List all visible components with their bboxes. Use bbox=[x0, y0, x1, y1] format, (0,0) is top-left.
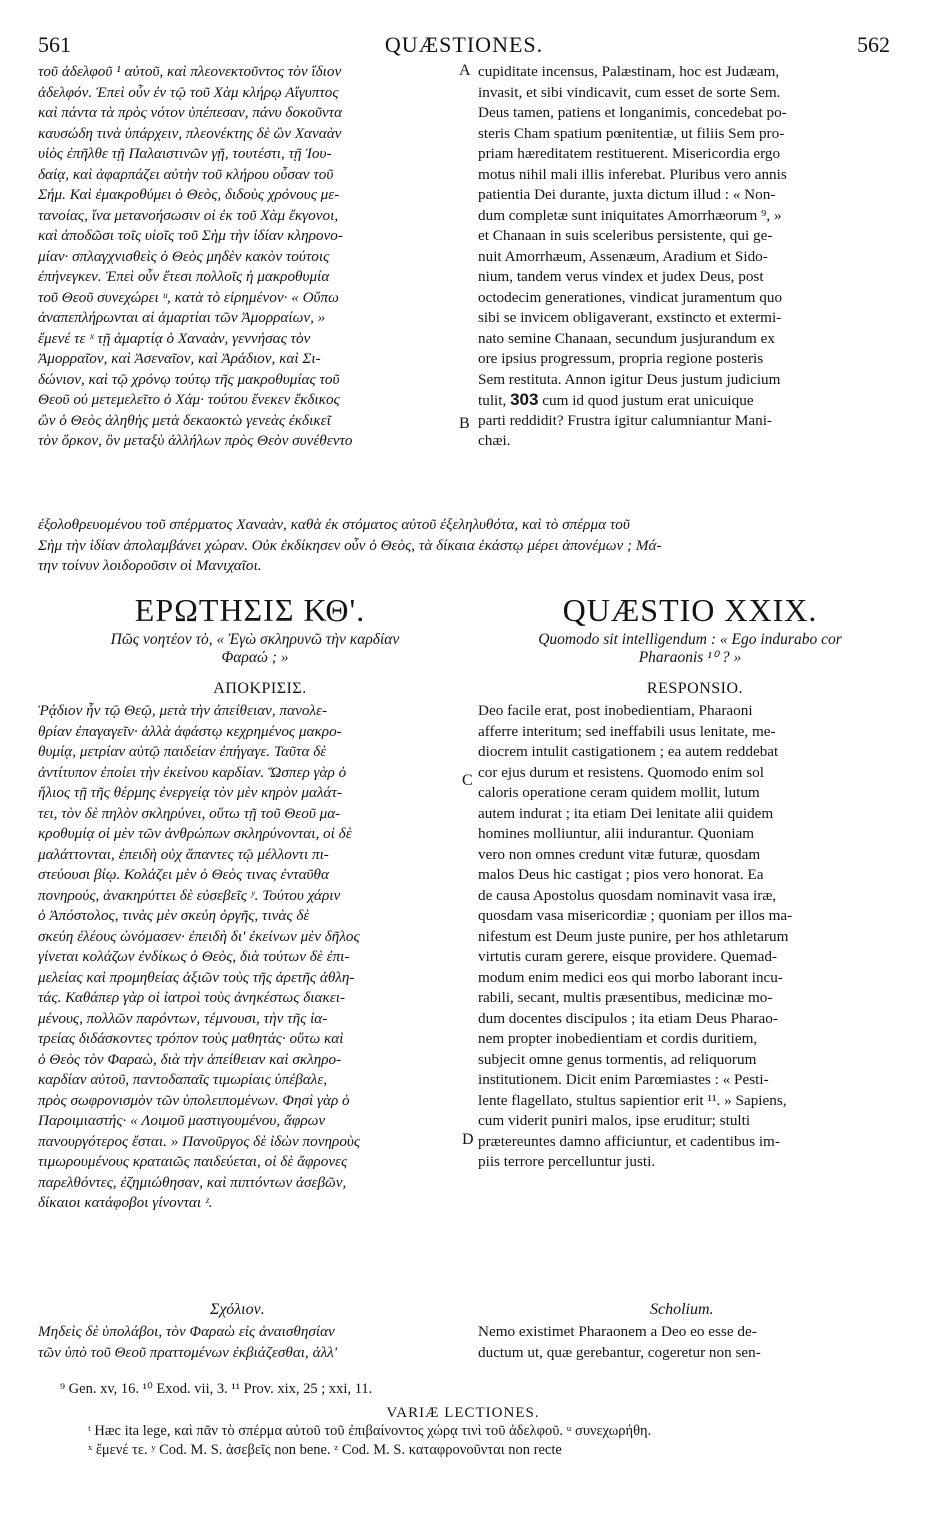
text-line: vero non omnes credunt vitæ futuræ, quosdam bbox=[478, 845, 761, 863]
text-line: πονηρούς, ἀνακηρύττει δὲ εὐσεβεῖς ʸ. Τούτου χάριν bbox=[38, 886, 341, 904]
margin-marker-a: A bbox=[459, 62, 471, 79]
text-line: υἱὸς ἐπῆλθε τῇ Παλαιστινῶν γῇ, τουτέστι, τῇ Ἰου- bbox=[38, 145, 332, 162]
text-line: μένους, πολλῶν παρόντων, τέμνουσι, τὴν τῆς ἰα- bbox=[38, 1009, 328, 1027]
latin-response-body bbox=[478, 701, 890, 1173]
page-header bbox=[38, 32, 890, 56]
subtitle-line: Pharaonis ¹⁰ ? » bbox=[638, 649, 742, 666]
text-line: quosdam vasa misericordiæ ; quoniam per illos ma- bbox=[478, 907, 793, 924]
text-line: δίκαιοι κατάφοβοι γίνονται ᶻ. bbox=[38, 1194, 213, 1211]
question-subtitle-latin bbox=[490, 631, 890, 667]
text-line: καὶ ἀποδῶσι τοῖς υἱοῖς τοῦ Σὴμ τὴν ἰδίαν κληρονο- bbox=[38, 227, 343, 244]
margin-marker-d: D bbox=[462, 1131, 474, 1148]
greek-column-top bbox=[38, 62, 458, 452]
text-line: homines molliuntur, alii indurantur. Quoniam bbox=[478, 825, 755, 842]
text-line: dum docentes discipulos ; ita etiam Deus Pharao- bbox=[478, 1009, 778, 1027]
text-line: δώνιον, καὶ τῷ χρόνῳ τούτῳ τῆς μακροθυμίας τοῦ bbox=[38, 370, 340, 388]
text-line: τῶν ὑπὸ τοῦ Θεοῦ πραττομένων ἐκβιάζεσθαι, ἀλλ' bbox=[38, 1343, 337, 1361]
text-line: cum viderit puniri malos, ipse eruditur; stulti bbox=[478, 1112, 751, 1129]
running-title: QUÆSTIONES. bbox=[384, 32, 544, 57]
text-line: caloris operatione ceram quidem mollit, lutum bbox=[478, 784, 760, 801]
text-line: parti reddidit? Frustra igitur calumniantur Mani- bbox=[478, 411, 772, 429]
text-line: octodecim generationes, vindicat juramentum quo bbox=[478, 288, 783, 306]
text-line: priam hæreditatem restituerent. Misericordia ergo bbox=[478, 145, 781, 162]
text-line: τει, τὸν δὲ πηλὸν σκληρύνει, οὕτω τῇ τοῦ Θεοῦ μα- bbox=[38, 804, 341, 822]
text-line: τὸν ὅρκον, ὃν μεταξὺ ἀλλήλων πρὸς Θεὸν συνέθεντο bbox=[38, 432, 353, 449]
text-line: patientia Dei durante, juxta dictum illud : « Non- bbox=[478, 186, 776, 203]
text-line: motus nihil mali illis inferebat. Pluribus vero annis bbox=[478, 165, 787, 183]
text-line: virtutis curam gerere, eisque providere. Quemad- bbox=[478, 948, 777, 965]
greek-full-width-continuation bbox=[38, 515, 890, 577]
text-line: καυσώδη τινὰ ὑπάρχειν, πλεονέκτης δὲ ὢν Χαναὰν bbox=[38, 124, 342, 142]
text-line: rabili, secant, multis præsentibus, medicinæ mo- bbox=[478, 989, 773, 1006]
text-line: τιμωρουμένους κραταιῶς παιδεύεται, οἱ δὲ ἄφρονες bbox=[38, 1153, 348, 1170]
subtitle-line: Quomodo sit intelligendum : « Ego indurabo cor bbox=[538, 631, 842, 648]
text-line: στεύουσι βίῳ. Κολάζει μὲν ὁ Θεὸς τινας ἐνταῦθα bbox=[38, 866, 329, 883]
text-line: de causa Apostolus quosdam nominavit vasa iræ, bbox=[478, 886, 777, 904]
text-line: την τοίνυν λοιδοροῦσιν οἱ Μανιχαῖοι. bbox=[38, 557, 262, 574]
column-number: 303 bbox=[510, 390, 539, 409]
latin-column-top bbox=[478, 62, 890, 452]
text-line: ore ipsius progressum, propria regione posteris bbox=[478, 350, 764, 367]
question-heading-latin: QUÆSTIO XXIX. bbox=[562, 592, 818, 628]
text-line: Ἀμορραῖον, καὶ Ἀσεναῖον, καὶ Ἀράδιον, καὶ Σι- bbox=[38, 350, 321, 367]
text-line: πρὸς σωφρονισμὸν τῶν ὑπολειπομένων. Φησὶ γὰρ ὁ bbox=[38, 1091, 350, 1109]
text-line: lente flagellato, stultus sapientior erit ¹¹. » Sapiens, bbox=[478, 1091, 787, 1109]
greek-response-body bbox=[38, 701, 458, 1214]
text-line: θρίαν ἐπαγαγεῖν· ἀλλὰ ἀφάστῳ κεχρημένος μακρο- bbox=[38, 722, 342, 740]
margin-marker-c: C bbox=[462, 772, 473, 789]
text-line: subjecit omne genus tormentis, ad reliquorum bbox=[478, 1050, 757, 1068]
text-line: ἀναπεπλήρωνται αἱ ἁμαρτίαι τῶν Ἀμορραίων, » bbox=[38, 309, 326, 326]
text-line: piis terrore percelluntur justi. bbox=[478, 1153, 656, 1170]
text-line: μελείας καὶ προμηθείας ἀξιῶν τοὺς τῆς ἀρετῆς ἀθλη- bbox=[38, 968, 355, 986]
margin-marker-b: B bbox=[459, 415, 470, 432]
text-line: ἥλιος τῇ τῆς θέρμης ἐνεργείᾳ τὸν μὲν κηρὸν μαλάτ- bbox=[38, 784, 342, 801]
text-line: καρδίαν αὐτοῦ, παντοδαπαῖς τιμωρίαις ὑπέβαλε, bbox=[38, 1071, 328, 1088]
text-line: ἐπήνεγκεν. Ἐπεὶ οὖν ἔτεσι πολλοῖς ἡ μακροθυμία bbox=[38, 268, 330, 285]
variae-lectiones-heading: VARIÆ LECTIONES. bbox=[386, 1405, 540, 1421]
text-line: nem propter inobedientiam et cordis duritiem, bbox=[478, 1030, 758, 1047]
variae-lectiones-line: ˣ ἔμενέ τε. ʸ Cod. M. S. ἀσεβεῖς non bene. ᶻ Cod. M. S. καταφρονοῦνται non recte bbox=[88, 1442, 562, 1458]
text-line: Deus tamen, patiens et longanimis, concedebat po- bbox=[478, 104, 787, 121]
text-line: μίαν· σπλαγχνισθεὶς ὁ Θεὸς μηδὲν κακὸν τούτοις bbox=[38, 247, 330, 265]
text-line: Σὴμ τὴν ἰδίαν ἀπολαμβάνει χώραν. Οὐκ ἐκδίκησεν οὖν ὁ Θεὸς, τὰ δίκαια ἑκάστῳ μέρει ἀπονέμων ; Μά- bbox=[38, 536, 662, 554]
scholion-heading-latin: Scholium. bbox=[650, 1301, 714, 1318]
text-line: dum completæ sunt iniquitates Amorrhæorum ⁹, » bbox=[478, 206, 782, 224]
text-line: Θεοῦ οὐ μετεμελεῖτο ὁ Χάμ· τούτου ἕνεκεν ἔκδικος bbox=[38, 391, 340, 408]
text-line: ὁ Θεὸς τὸν Φαραὼ, διὰ τὴν ἀπείθειαν καὶ σκληρο- bbox=[38, 1050, 342, 1068]
text-line: τανοίας, ἵνα μετανοήσωσιν οἱ ἐκ τοῦ Χὰμ ἔκγονοι, bbox=[38, 206, 339, 224]
text-line: ἀντίτυπον ἐποίει τὴν ἐκείνου καρδίαν. Ὥσπερ γὰρ ὁ bbox=[38, 763, 347, 781]
text-line: modum enim medici eos qui morbo laborant incu- bbox=[478, 968, 783, 986]
response-heading-latin: RESPONSIO. bbox=[646, 680, 744, 697]
text-line: γίνεται κολάζων ἐνδίκως ὁ Θεὸς, διὰ τούτων δὲ ἐπι- bbox=[38, 948, 350, 965]
text-line: καὶ πάντα τὰ πρὸς νότον ὑπέπεσαν, πάνυ δοκοῦντα bbox=[38, 104, 343, 121]
text-line: παρελθόντες, ἐζημιώθησαν, καὶ πιπτόντων ἀσεβῶν, bbox=[38, 1173, 347, 1191]
text-line: nuit Amorrhæum, Assenæum, Aradium et Sido- bbox=[478, 247, 768, 265]
text-line: ὁ Ἀπόστολος, τινὰς μὲν σκεύη ὀργῆς, τινὰς δὲ bbox=[38, 907, 310, 924]
text-line: ἐξολοθρευομένου τοῦ σπέρματος Χαναὰν, καθὰ ἐκ στόματος αὐτοῦ ἐξεληλυθότα, καὶ τὸ σπέρμα τοῦ bbox=[38, 516, 630, 533]
text-line: Παροιμιαστής· « Λοιμοῦ μαστιγουμένου, ἄφρων bbox=[38, 1112, 326, 1129]
scholion-heading-greek: Σχόλιον. bbox=[210, 1301, 265, 1318]
scripture-references: ⁹ Gen. xv, 16. ¹⁰ Exod. vii, 3. ¹¹ Prov. xix, 25 ; xxi, 11. bbox=[60, 1381, 373, 1397]
text-line: ductum ut, quæ gerebantur, cogeretur non sen- bbox=[478, 1343, 761, 1361]
text-line: nium, tandem verus vindex et judex Deus, post bbox=[478, 268, 764, 285]
text-line: nato semine Chanaan, secundum jusjurandum ex bbox=[478, 329, 775, 347]
text-line: Nemo existimet Pharaonem a Deo eo esse de- bbox=[478, 1323, 757, 1340]
text-line: ὢν ὁ Θεὸς ἀληθὴς μετὰ δεκαοκτὼ γενεὰς ἐκδικεῖ bbox=[38, 411, 331, 429]
question-subtitle-greek bbox=[60, 631, 450, 667]
text-line: ἔμενέ τε ˣ τῇ ἁμαρτίᾳ ὁ Χαναὰν, γεννήσας τὸν bbox=[38, 329, 311, 347]
text-fragment: tulit, bbox=[478, 392, 507, 409]
text-line: chæi. bbox=[478, 432, 511, 449]
subtitle-line: Πῶς νοητέον τὸ, « Ἐγὼ σκληρυνῶ τὴν καρδίαν bbox=[110, 631, 400, 648]
text-line: diocrem intulit castigationem ; ea autem reddebat bbox=[478, 743, 779, 760]
page-number-left: 561 bbox=[38, 32, 71, 57]
text-line: Σήμ. Καὶ ἐμακροθύμει ὁ Θεὸς, διδοὺς χρόνους με- bbox=[38, 186, 340, 203]
text-line bbox=[478, 390, 890, 411]
text-line: σκεύη ἐλέους ὠνόμασεν· ἐπειδὴ δι' ἐκείνων μὲν δῆλος bbox=[38, 927, 360, 945]
variae-lectiones-line: ᵗ Hæc ita lege, καὶ πᾶν τὸ σπέρμα αὐτοῦ τοῦ ἐπιβαίνοντος χώρᾳ τινὶ τοῦ ἀδελφοῦ. ᵘ συνεχωρήθη. bbox=[88, 1423, 652, 1439]
text-line: nifestum est Deum juste punire, per hos athletarum bbox=[478, 927, 789, 945]
text-line: et Chanaan in suis sceleribus persistente, qui ge- bbox=[478, 227, 773, 244]
page-number-right: 562 bbox=[857, 32, 890, 57]
text-line: cupiditate incensus, Palæstinam, hoc est Judæam, bbox=[478, 63, 780, 80]
scholion-body-greek bbox=[38, 1322, 458, 1363]
text-line: cor ejus durum et resistens. Quomodo enim sol bbox=[478, 763, 764, 781]
text-fragment: cum id quod justum erat unicuique bbox=[542, 392, 754, 409]
text-line: afferre interitum; sed ineffabili usus lenitate, me- bbox=[478, 722, 776, 740]
text-line: τοῦ Θεοῦ συνεχώρει ᵘ, κατὰ τὸ εἰρημένον· « Οὔπω bbox=[38, 288, 339, 306]
scholion-body-latin bbox=[478, 1322, 890, 1363]
text-line: prætereuntes damno afficiuntur, et cadentibus im- bbox=[478, 1132, 780, 1150]
text-line: Μηδεὶς δὲ ὑπολάβοι, τὸν Φαραὼ εἰς ἀναισθησίαν bbox=[38, 1323, 335, 1340]
text-line: τοῦ ἀδελφοῦ ¹ αὐτοῦ, καὶ πλεονεκτοῦντος τὸν ἴδιον bbox=[38, 63, 342, 80]
text-line: institutionem. Dicit enim Parœmiastes : « Pesti- bbox=[478, 1071, 769, 1088]
text-line: Sem restituta. Annon igitur Deus justum judicium bbox=[478, 370, 781, 388]
text-line: μαλάττονται, ἐπειδὴ οὐχ ἅπαντες τῷ μέλλοντι πι- bbox=[38, 845, 329, 863]
text-line: θυμίᾳ, μετρίαν αὐτῷ παιδείαν ἐπήγαγε. Ταῦτα δὲ bbox=[38, 743, 327, 760]
text-line: ἀδελφόν. Ἐπεὶ οὖν ἐν τῷ τοῦ Χὰμ κλήρῳ Αἴγυπτος bbox=[38, 83, 339, 101]
text-line: Deo facile erat, post inobedientiam, Pharaoni bbox=[478, 702, 753, 719]
text-line: steris Cham spatium pœnitentiæ, ut filiis Sem pro- bbox=[478, 124, 785, 142]
response-heading-greek: ΑΠΟΚΡΙΣΙΣ. bbox=[213, 680, 307, 697]
text-line: τρείας διδάσκοντες τρόπον τοὺς μαθητάς· οὕτω καὶ bbox=[38, 1030, 344, 1047]
text-line: autem indurat ; ita etiam Dei lenitate alii quidem bbox=[478, 804, 774, 822]
question-heading-greek: ΕΡΩΤΗΣΙΣ ΚΘ'. bbox=[134, 592, 366, 628]
text-line: sibi se invicem obligaverant, exstincto et extermi- bbox=[478, 309, 782, 326]
subtitle-line: Φαραώ ; » bbox=[221, 649, 289, 666]
text-line: κροθυμίᾳ οἱ μὲν τῶν ἀνθρώπων σκληρύνονται, οἱ δὲ bbox=[38, 825, 352, 842]
text-line: invasit, et sibi vindicavit, cum esset de sorte Sem. bbox=[478, 83, 781, 101]
text-line: malos Deus hic castigat ; pios vero honorat. Ea bbox=[478, 866, 764, 883]
text-line: πανουργότερος ἔσται. » Πανοῦργος δὲ ἰδὼν πονηροὺς bbox=[38, 1132, 361, 1150]
text-line: Ῥᾴδιον ἦν τῷ Θεῷ, μετὰ τὴν ἀπείθειαν, πανολε- bbox=[38, 702, 328, 719]
text-line: τάς. Καθάπερ γὰρ οἱ ἰατροὶ τοὺς ἀνηκέστως διακει- bbox=[38, 989, 346, 1006]
text-line: δαίᾳ, καὶ ἀφαρπάζει αὐτὴν τοῦ κλήρου οὖσαν τοῦ bbox=[38, 165, 334, 183]
